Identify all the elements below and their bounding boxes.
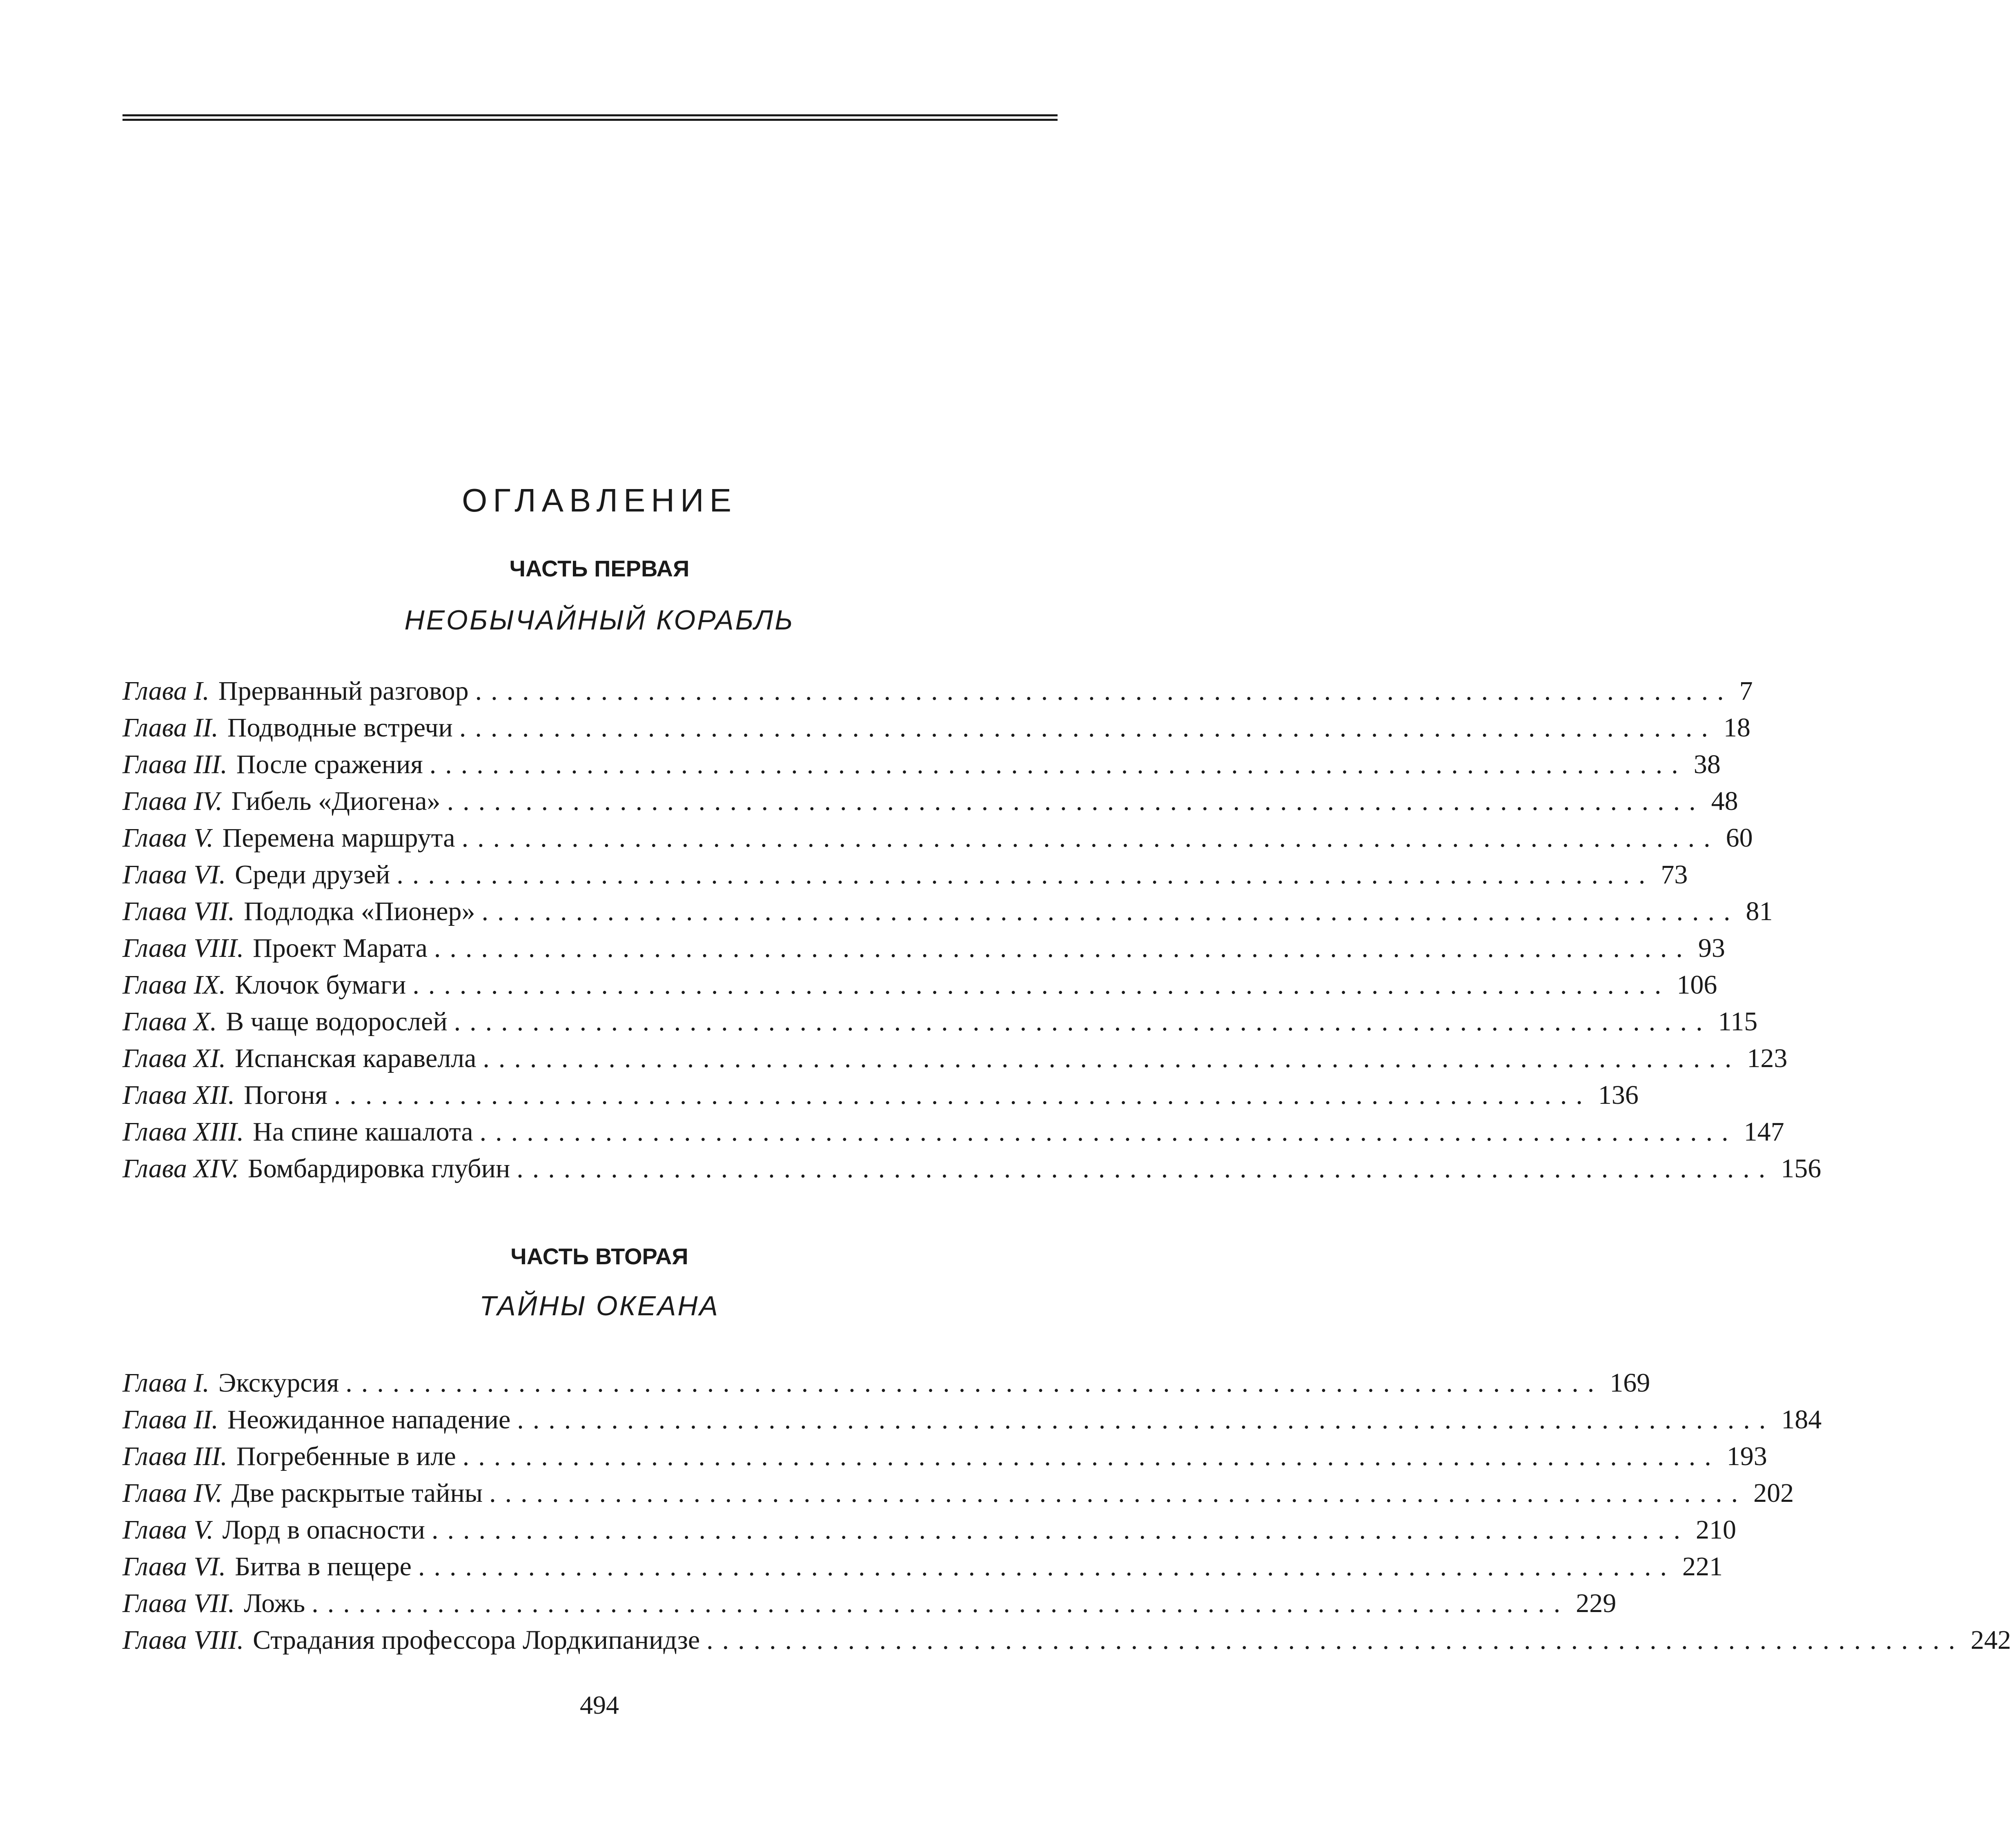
toc-entry	[122, 823, 1753, 859]
chapter-number: Глава II.	[122, 1405, 218, 1434]
chapter-page-number: 115	[1718, 1007, 1758, 1036]
toc-entry	[122, 1551, 1723, 1588]
toc-entry	[122, 676, 1753, 712]
chapter-number: Глава IV.	[122, 786, 223, 816]
chapter-number: Глава I.	[122, 1368, 209, 1398]
chapter-number: Глава XIV.	[122, 1154, 239, 1183]
chapter-page-number: 123	[1747, 1043, 1788, 1073]
dot-leader: ................................................................................	[312, 1588, 1570, 1618]
chapter-page-number: 60	[1726, 823, 1753, 853]
chapter-page-number: 106	[1677, 970, 1717, 1000]
chapter-page-number: 242	[1971, 1625, 2011, 1655]
toc-entry	[122, 1404, 1822, 1441]
toc-entry	[122, 786, 1738, 823]
dot-leader: ................................................................................	[429, 749, 1687, 779]
dot-leader: ................................................................................	[475, 676, 1733, 706]
chapter-title: Страдания профессора Лордкипанидзе	[253, 1625, 700, 1655]
chapter-page-number: 7	[1739, 676, 1753, 706]
chapter-number: Глава XII.	[122, 1080, 235, 1110]
dot-leader: ................................................................................	[459, 713, 1717, 743]
toc-entry	[122, 1153, 1822, 1190]
dot-leader: ................................................................................	[517, 1154, 1775, 1183]
chapter-title: Подлодка «Пионер»	[244, 896, 475, 926]
chapter-number: Глава VII.	[122, 1588, 235, 1618]
chapter-title: Погребенные в иле	[236, 1441, 456, 1471]
dot-leader: ................................................................................	[517, 1405, 1775, 1434]
chapter-title: Проект Марата	[253, 933, 428, 963]
dot-leader: ................................................................................	[481, 896, 1739, 926]
chapter-title: Гибель «Диогена»	[231, 786, 441, 816]
chapter-number: Глава XIII.	[122, 1117, 244, 1147]
chapter-number: Глава V.	[122, 1515, 214, 1545]
toc-entry	[122, 896, 1773, 933]
chapter-page-number: 18	[1723, 713, 1750, 743]
chapter-number: Глава IV.	[122, 1478, 223, 1508]
chapter-title: Неожиданное нападение	[227, 1405, 511, 1434]
toc-entry	[122, 970, 1717, 1006]
chapter-page-number: 38	[1693, 749, 1721, 779]
top-double-rule	[122, 114, 1058, 121]
toc-entry	[122, 1006, 1758, 1043]
chapter-page-number: 202	[1753, 1478, 1794, 1508]
dot-leader: ................................................................................	[396, 860, 1655, 890]
toc-entry	[122, 1116, 1784, 1153]
part-1-label: ЧАСТЬ ПЕРВАЯ	[509, 556, 690, 581]
dot-leader: ................................................................................	[447, 786, 1705, 816]
dot-leader: ................................................................................	[431, 1515, 1689, 1545]
part-1-title: НЕОБЫЧАЙНЫЙ КОРАБЛЬ	[404, 605, 795, 636]
toc-entry	[122, 1514, 1736, 1551]
toc-entry	[122, 749, 1721, 786]
chapter-page-number: 136	[1598, 1080, 1639, 1110]
chapter-number: Глава X.	[122, 1007, 217, 1036]
chapter-title: Прерванный разговор	[218, 676, 469, 706]
dot-leader: ................................................................................	[462, 1441, 1720, 1471]
chapter-page-number: 210	[1695, 1515, 1736, 1545]
dot-leader: ................................................................................	[434, 933, 1692, 963]
chapter-title: Погоня	[244, 1080, 327, 1110]
chapter-title: Клочок бумаги	[235, 970, 406, 1000]
dot-leader: ................................................................................	[345, 1368, 1603, 1398]
chapter-number: Глава IX.	[122, 970, 226, 1000]
chapter-page-number: 193	[1726, 1441, 1767, 1471]
toc-entry	[122, 1588, 1617, 1625]
chapter-number: Глава V.	[122, 823, 214, 853]
chapter-number: Глава I.	[122, 676, 209, 706]
chapter-title: После сражения	[236, 749, 423, 779]
chapter-page-number: 169	[1610, 1368, 1650, 1398]
chapter-page-number: 73	[1661, 860, 1688, 890]
toc-heading: ОГЛАВЛЕНИЕ	[462, 482, 737, 518]
chapter-title: Подводные встречи	[227, 713, 453, 743]
chapter-title: Испанская каравелла	[235, 1043, 477, 1073]
dot-leader: ................................................................................	[489, 1478, 1747, 1508]
chapter-title: Битва в пещере	[235, 1552, 412, 1581]
toc-entry	[122, 1043, 1788, 1080]
chapter-title: Бомбардировка глубин	[247, 1154, 510, 1183]
toc-entry	[122, 1080, 1639, 1116]
chapter-title: В чаще водорослей	[226, 1007, 448, 1036]
chapter-number: Глава VIII.	[122, 1625, 244, 1655]
chapter-title: Две раскрытые тайны	[231, 1478, 483, 1508]
chapter-title: Экскурсия	[218, 1368, 339, 1398]
chapter-page-number: 81	[1746, 896, 1773, 926]
toc-entry	[122, 712, 1750, 749]
dot-leader: ................................................................................	[483, 1043, 1741, 1073]
part-2-title: ТАЙНЫ ОКЕАНА	[479, 1290, 719, 1321]
chapter-number: Глава II.	[122, 713, 218, 743]
chapter-title: Ложь	[244, 1588, 305, 1618]
chapter-number: Глава III.	[122, 749, 227, 779]
chapter-number: Глава VI.	[122, 860, 226, 890]
dot-leader: ................................................................................	[479, 1117, 1737, 1147]
dot-leader: ................................................................................	[454, 1007, 1712, 1036]
dot-leader: ................................................................................	[334, 1080, 1592, 1110]
chapter-page-number: 93	[1698, 933, 1725, 963]
chapter-number: Глава XI.	[122, 1043, 226, 1073]
chapter-number: Глава VIII.	[122, 933, 244, 963]
chapter-page-number: 147	[1744, 1117, 1784, 1147]
page-number: 494	[580, 1690, 619, 1719]
toc-entry	[122, 933, 1725, 970]
chapter-title: Лорд в опасности	[222, 1515, 425, 1545]
chapter-page-number: 156	[1781, 1154, 1822, 1183]
chapter-page-number: 184	[1781, 1405, 1822, 1434]
part-2-chapter-list	[122, 1368, 2011, 1661]
toc-entry	[122, 1441, 1767, 1478]
toc-entry	[122, 1625, 2011, 1661]
dot-leader: ................................................................................	[706, 1625, 1964, 1655]
chapter-number: Глава VI.	[122, 1552, 226, 1581]
chapter-page-number: 229	[1576, 1588, 1617, 1618]
dot-leader: ................................................................................	[412, 970, 1670, 1000]
chapter-title: Среди друзей	[235, 860, 390, 890]
part-2-label: ЧАСТЬ ВТОРАЯ	[510, 1243, 688, 1269]
dot-leader: ................................................................................	[461, 823, 1719, 853]
chapter-title: На спине кашалота	[253, 1117, 473, 1147]
toc-entry	[122, 1478, 1794, 1514]
chapter-title: Перемена маршрута	[222, 823, 455, 853]
chapter-number: Глава III.	[122, 1441, 227, 1471]
chapter-number: Глава VII.	[122, 896, 235, 926]
toc-entry	[122, 1368, 1650, 1404]
chapter-page-number: 48	[1711, 786, 1738, 816]
part-1-chapter-list	[122, 676, 1822, 1190]
toc-entry	[122, 859, 1688, 896]
chapter-page-number: 221	[1682, 1552, 1723, 1581]
dot-leader: ................................................................................	[418, 1552, 1676, 1581]
